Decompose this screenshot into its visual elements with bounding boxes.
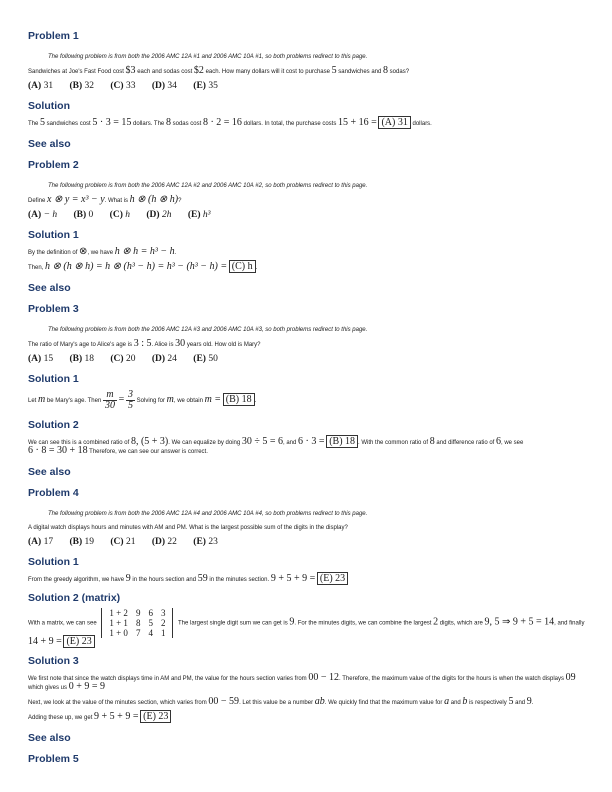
problem-3-solution-1-heading: Solution 1 — [28, 373, 79, 385]
choice-a: (A) 15 — [28, 354, 54, 364]
fraction-m-over-30: $\frac{m}{30}$ — [104, 389, 115, 411]
problem-1-see-also-link[interactable]: See also — [28, 138, 71, 150]
problem-4-heading: Problem 4 — [28, 487, 79, 499]
choice-d: (D) 22 — [151, 537, 177, 547]
answer-box: (B) 18 — [326, 435, 358, 448]
problem-1-choices — [28, 80, 588, 92]
choice-d: (D) 34 — [151, 81, 177, 91]
problem-3-question: The ratio of Mary's age to Alice's age is 3 : 5. Alice is 30 years old. How old is Mary? — [28, 338, 261, 349]
problem-4-note: The following problem is from both the 2006 AMC 12A #4 and 2006 AMC 10A #4, so both problems redirect to this page. — [48, 511, 368, 517]
choice-e: (E) 35 — [193, 81, 218, 91]
problem-4-solution-2-heading: Solution 2 (matrix) — [28, 592, 121, 604]
problem-1-note: The following problem is from both the 2006 AMC 12A #1 and 2006 AMC 10A #1, so both problems redirect to this page. — [48, 54, 368, 60]
fraction-3-over-5: $\frac{3}{5}$ — [127, 389, 133, 411]
problem-4-solution-2-text: With a matrix, we can see 1 + 2 9 6 3 1 + 1 8 5 2 1 + 0 7 4 1 The largest single digit sum we can get is 9. For the minutes digits, we can combine the largest 2 digits, which are 9, 5 ⇒ 9 + 5 = 14, and finally 14 + 9 = (E) 23 — [28, 608, 585, 647]
problem-5-heading: Problem 5 — [28, 753, 79, 765]
problem-2-solution-heading: Solution 1 — [28, 229, 79, 241]
problem-3-solution-1-text: Let m be Mary's age. Then $\frac{m}{30}$ = $\frac{3}{5}$ Solving for m, we obtain m = (B) 18 . — [28, 389, 257, 411]
problem-2-note: The following problem is from both the 2006 AMC 12A #2 and 2006 AMC 10A #2, so both problems redirect to this page. — [48, 183, 368, 189]
problem-3-solution-2-text: We can see this is a combined ratio of 8, (5 + 3). We can equalize by doing 30 ÷ 5 = 6, and 6 · 3 = (B) 18 . With the common ratio of 8 and difference ratio of 6, we see 6 · 8 = 30 + 18 Therefore, we can see our answer is correct. — [28, 436, 524, 456]
choice-d: (D) 2h — [146, 210, 172, 220]
answer-box: (C) h — [229, 260, 256, 273]
problem-3-note: The following problem is from both the 2006 AMC 12A #3 and 2006 AMC 10A #3, so both problems redirect to this page. — [48, 327, 368, 333]
problem-3-see-also-link[interactable]: See also — [28, 466, 71, 478]
problem-2-solution-line-1: By the definition of ⊗, we have h ⊗ h = h³ − h. — [28, 246, 177, 257]
problem-4-solution-3-para-1: We first note that since the watch displays time in AM and PM, the value for the hours section varies from 00 − 12. Therefore, the maximum value of the digits for the hours is when the watch displays 09 which gives us 0 + 9 = 9 — [28, 672, 576, 692]
problem-2-choices — [28, 209, 588, 221]
choice-b: (B) 32 — [69, 81, 94, 91]
problem-2-solution-line-2: Then, h ⊗ (h ⊗ h) = h ⊗ (h³ − h) = h³ − (h³ − h) = (C) h . — [28, 261, 258, 272]
problem-4-question: A digital watch displays hours and minutes with AM and PM. What is the largest possible sum of the digits in the display? — [28, 525, 348, 531]
problem-2-see-also-link[interactable]: See also — [28, 282, 71, 294]
choice-d: (D) 24 — [151, 354, 177, 364]
choice-e: (E) h³ — [187, 210, 211, 220]
problem-3-heading: Problem 3 — [28, 303, 79, 315]
answer-box: (E) 23 — [317, 572, 348, 585]
problem-4-choices — [28, 536, 588, 548]
choice-c: (C) 33 — [110, 81, 136, 91]
answer-box: (A) 31 — [378, 116, 410, 129]
choice-a: (A) 17 — [28, 537, 54, 547]
problem-1-question: Sandwiches at Joe's Fast Food cost $3 each and sodas cost $2 each. How many dollars will it cost to purchase 5 sandwiches and 8 sodas? — [28, 65, 410, 76]
choice-b: (B) 18 — [69, 354, 94, 364]
choice-e: (E) 23 — [193, 537, 218, 547]
choice-c: (C) 20 — [110, 354, 136, 364]
problem-4-solution-3-para-3: Adding these up, we get 9 + 5 + 9 = (E) 23 — [28, 713, 588, 722]
problem-3-solution-2-heading: Solution 2 — [28, 419, 79, 431]
problem-4-solution-3-heading: Solution 3 — [28, 655, 79, 667]
problem-1-solution-text: The 5 sandwiches cost 5 · 3 = 15 dollars. The 8 sodas cost 8 · 2 = 16 dollars. In total, the purchase costs 15 + 16 = (A) 31 dollars. — [28, 117, 432, 128]
choice-a: (A) 31 — [28, 81, 54, 91]
problem-2-question: Define x ⊗ y = x³ − y. What is h ⊗ (h ⊗ h)? — [28, 194, 182, 205]
choice-c: (C) 21 — [110, 537, 136, 547]
document-page — [28, 30, 588, 766]
problem-3-choices — [28, 353, 588, 365]
choice-e: (E) 50 — [193, 354, 218, 364]
answer-box: (E) 23 — [140, 710, 171, 723]
digit-matrix: 1 + 2 9 6 3 1 + 1 8 5 2 1 + 0 7 4 1 — [101, 608, 173, 638]
choice-a: (A) − h — [28, 210, 58, 220]
problem-2-heading: Problem 2 — [28, 159, 79, 171]
choice-b: (B) 19 — [69, 537, 94, 547]
problem-4-solution-1-text: From the greedy algorithm, we have 9 in the hours section and 59 in the minutes section. 9 + 5 + 9 = (E) 23 — [28, 575, 588, 584]
problem-1-heading: Problem 1 — [28, 30, 79, 42]
problem-1-solution-heading: Solution — [28, 100, 70, 112]
problem-4-solution-3-para-2: Next, we look at the value of the minutes section, which varies from 00 − 59. Let this value be a number ab. We quickly find that the maximum value for a and b is respectively 5 and 9. — [28, 696, 534, 707]
answer-box: (B) 18 — [223, 393, 255, 406]
answer-box: (E) 23 — [63, 635, 94, 648]
choice-b: (B) 0 — [73, 210, 94, 220]
choice-c: (C) h — [109, 210, 130, 220]
problem-4-see-also-link[interactable]: See also — [28, 732, 71, 744]
problem-4-solution-1-heading: Solution 1 — [28, 556, 79, 568]
